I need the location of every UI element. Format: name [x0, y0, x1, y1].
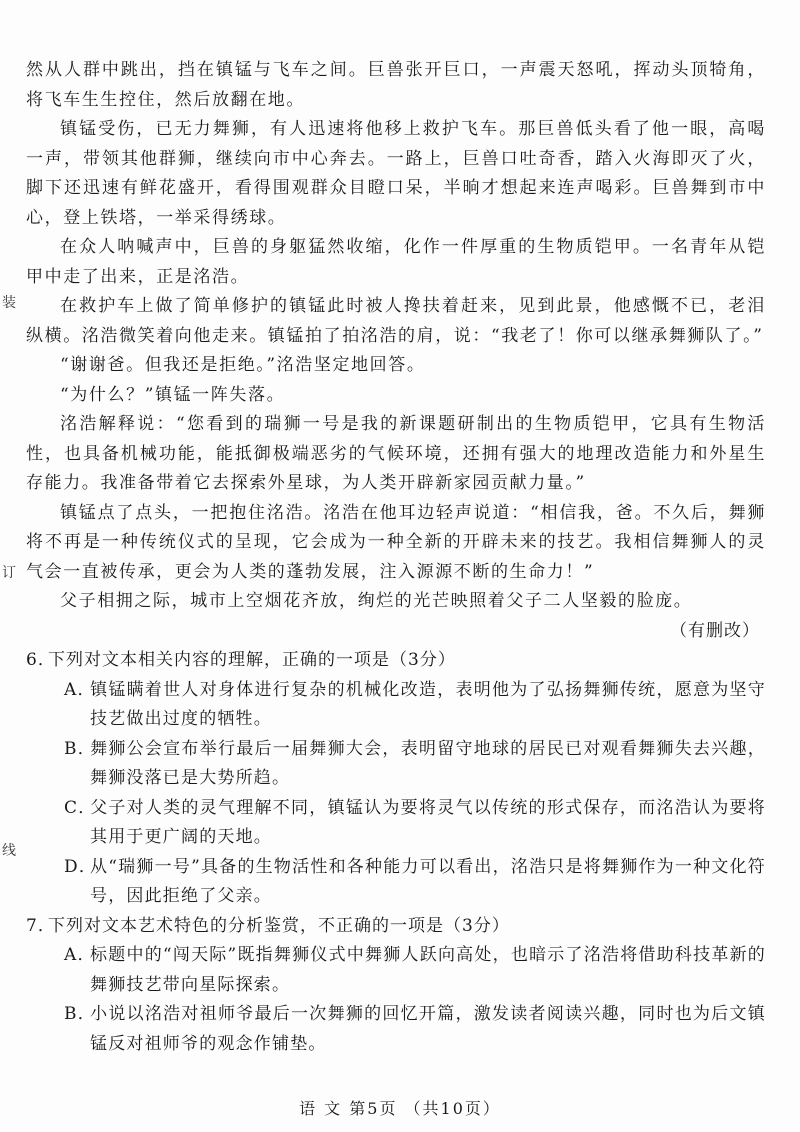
question-6 — [26, 646, 766, 912]
option-text: 舞狮公会宣布举行最后一届舞狮大会，表明留守地球的居民已对观看舞狮失去兴趣，舞狮没落已是大势所趋。 — [90, 738, 766, 788]
question-number: 7． — [26, 915, 56, 936]
story-paragraph: “谢谢爸。但我还是拒绝。”洺浩坚定地回答。 — [60, 355, 426, 375]
page-footer: 语 文 第5页 （共10页） — [299, 1099, 501, 1118]
story-paragraph: 在众人呐喊声中，巨兽的身躯猛然收缩，化作一件厚重的生物质铠甲。一名青年从铠甲中走了出来，正是洺浩。 — [26, 237, 766, 287]
option-label: B． — [64, 738, 96, 759]
question-7 — [26, 912, 766, 1060]
option-label: C． — [64, 797, 97, 818]
option-a — [26, 676, 766, 735]
option-label: A． — [64, 679, 96, 700]
option-text: 镇锰瞒着世人对身体进行复杂的机械化改造，表明他为了弘扬舞狮传统，愿意为坚守技艺做出过度的牺牲。 — [90, 679, 766, 729]
option-text: 小说以洺浩对祖师爷最后一次舞狮的回忆开篇，激发读者阅读兴趣，同时也为后文镇锰反对祖师爷的观念作铺垫。 — [90, 1004, 766, 1054]
edit-note: （有删改） — [670, 620, 760, 641]
story-text — [26, 56, 766, 646]
option-label: B． — [64, 1004, 96, 1024]
question-number: 6． — [26, 650, 56, 670]
question-stem — [26, 646, 766, 676]
story-paragraph: 镇锰点了点头，一把抱住洺浩。洺浩在他耳边轻声说道：“相信我，爸。不久后，舞狮将不再是一种传统仪式的呈现，它会成为一种全新的开辟未来的技艺。我相信舞狮人的灵气会一直被传承，更会为人类的蓬勃发展，注入源源不断的生命力！” — [26, 502, 766, 582]
option-label: A． — [64, 945, 96, 965]
story-paragraph: 父子相拥之际，城市上空烟花齐放，绚烂的光芒映照着父子二人坚毅的脸庞。 — [60, 591, 693, 611]
question-stem — [26, 912, 766, 942]
story-paragraph: 镇锰受伤，已无力舞狮，有人迅速将他移上救护飞车。那巨兽低头看了他一眼，高喝一声，带领其他群狮，继续向市中心奔去。一路上，巨兽口吐奇香，踏入火海即灭了火，脚下还迅速有鲜花盛开，看得围观群众目瞪口呆，半晌才想起来连声喝彩。巨兽舞到市中心，登上铁塔，一举采得绣球。 — [26, 119, 766, 228]
question-stem-text: 下列对文本艺术特色的分析鉴赏，不正确的一项是（3分） — [48, 915, 510, 936]
story-paragraph: 在救护车上做了简单修护的镇锰此时被人搀扶着赶来，见到此景，他感慨不已，老泪纵横。洺浩微笑着向他走来。镇锰拍了拍洺浩的肩，说：“我老了！你可以继承舞狮队了。” — [26, 296, 766, 346]
story-paragraph: 然从人群中跳出，挡在镇锰与飞车之间。巨兽张开巨口，一声震天怒吼，挥动头顶犄角，将飞车生生控住，然后放翻在地。 — [26, 60, 766, 110]
binding-margin-mark-zhuang: 装 — [2, 295, 16, 311]
page-body — [26, 56, 766, 1059]
binding-margin-mark-ding: 订 — [2, 565, 16, 581]
option-text: 父子对人类的灵气理解不同，镇锰认为要将灵气以传统的形式保存，而洺浩认为要将其用于更广阔的天地。 — [90, 797, 766, 847]
option-text: 从“瑞狮一号”具备的生物活性和各种能力可以看出，洺浩只是将舞狮作为一种文化符号，因此拒绝了父亲。 — [90, 856, 766, 906]
option-b — [26, 1000, 766, 1059]
option-b — [26, 735, 766, 794]
option-c — [26, 794, 766, 853]
option-text: 标题中的“闯天际”既指舞狮仪式中舞狮人跃向高处，也暗示了洺浩将借助科技革新的舞狮技艺带向星际探索。 — [90, 945, 766, 995]
story-paragraph: 洺浩解释说：“您看到的瑞狮一号是我的新课题研制出的生物质铠甲，它具有生物活性，也具备机械功能，能抵御极端恶劣的气候环境，还拥有强大的地理改造能力和外星生存能力。我准备带着它去探索外星球，为人类开辟新家园贡献力量。” — [26, 414, 766, 493]
option-d — [26, 853, 766, 912]
story-paragraph: “为什么？”镇锰一阵失落。 — [60, 384, 286, 405]
binding-margin-mark-xian: 线 — [2, 843, 16, 859]
question-stem-text: 下列对文本相关内容的理解，正确的一项是（3分） — [48, 650, 456, 670]
option-label: D． — [64, 856, 98, 877]
option-a — [26, 941, 766, 1000]
